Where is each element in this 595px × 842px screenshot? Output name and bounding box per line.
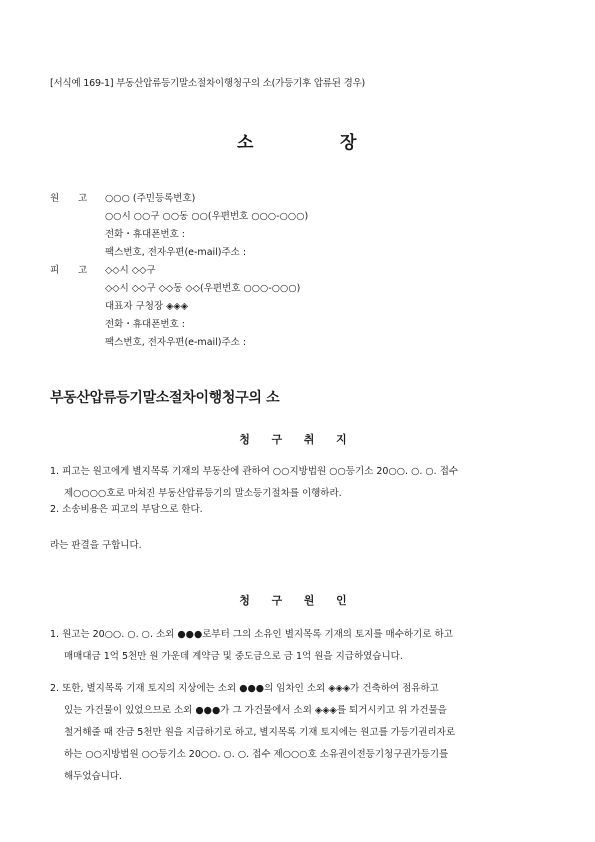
defendant-role-char-1: 피	[50, 265, 60, 276]
defendant-fax-email: 팩스번호, 전자우편(e-mail)주소 :	[105, 337, 247, 348]
plaintiff-role-char-2: 고	[78, 193, 88, 204]
judgment-request	[50, 535, 550, 557]
claim-cause-item-2-line-1: 2. 또한, 별지목록 기재 토지의 지상에는 소외 ●●●의 임차인 소외 ◈◈◈가 건축하여 점유하고	[50, 683, 439, 694]
form-label: [서식예 169-1] 부동산압류등기말소절차이행청구의 소(가등기후 압류된 경우)	[50, 78, 366, 89]
defendant-address: ◇◇시 ◇◇구 ◇◇동 ◇◇(우편번호 ○○○-○○○)	[105, 283, 301, 294]
claim-purpose-item-1-line-2: 제○○○○호로 마쳐진 부동산압류등기의 말소등기절차를 이행하라.	[64, 488, 342, 499]
claim-purpose-item-1-line-1: 1. 피고는 원고에게 별지목록 기재의 부동산에 관하여 ○○지방법원 ○○등기소 20○○. ○. ○. 접수	[50, 466, 459, 477]
document-title-char-1: 소	[237, 133, 254, 153]
claim-cause-item-2	[50, 678, 550, 788]
claim-cause-item-1-line-1: 1. 원고는 20○○. ○. ○. 소외 ●●●로부터 그의 소유인 별지목록 기재의 토지를 매수하기로 하고	[50, 629, 453, 640]
plaintiff-role-char-1: 원	[50, 193, 60, 204]
claim-purpose-item-2-line-1: 2. 소송비용은 피고의 부담으로 한다.	[50, 504, 203, 515]
claim-cause-item-1	[50, 624, 550, 668]
claim-purpose-heading: 청 구 취 지	[239, 433, 356, 446]
plaintiff-phone: 전화・휴대폰번호 :	[105, 229, 185, 240]
claim-cause-item-2-line-2: 있는 가건물이 있었으므로 소외 ●●●가 그 가건물에서 소외 ◈◈◈를 퇴거시키고 위 가건물을	[64, 705, 447, 716]
case-name: 부동산압류등기말소절차이행청구의 소	[50, 390, 280, 406]
defendant-representative: 대표자 구청장 ◈◈◈	[105, 301, 189, 312]
claim-purpose-item-2	[50, 499, 550, 521]
judgment-request-text: 라는 판결을 구합니다.	[50, 540, 142, 551]
claim-cause-heading: 청 구 원 인	[239, 594, 356, 607]
defendant-role-char-2: 고	[78, 265, 88, 276]
claim-cause-item-2-line-4: 하는 ○○지방법원 ○○등기소 20○○. ○. ○. 접수 제○○○호 소유권이전등기청구권가등기를	[64, 749, 449, 760]
plaintiff-fax-email: 팩스번호, 전자우편(e-mail)주소 :	[105, 247, 247, 258]
claim-cause-item-2-line-5: 해두었습니다.	[64, 771, 123, 782]
claim-cause-item-2-line-3: 철거해줄 때 잔금 5천만 원을 지급하기로 하고, 별지목록 기재 토지에는 원고를 가등기권리자로	[64, 727, 456, 738]
defendant-name: ◇◇시 ◇◇구	[105, 265, 156, 276]
plaintiff-address: ○○시 ○○구 ○○동 ○○(우편번호 ○○○-○○○)	[105, 211, 309, 222]
plaintiff-name: ○○○ (주민등록번호)	[105, 193, 196, 204]
defendant-phone: 전화・휴대폰번호 :	[105, 319, 185, 330]
claim-cause-item-1-line-2: 매매대금 1억 5천만 원 가운데 계약금 및 중도금으로 금 1억 원을 지급하였습니다.	[64, 651, 403, 662]
document-title-char-2: 장	[340, 133, 357, 153]
